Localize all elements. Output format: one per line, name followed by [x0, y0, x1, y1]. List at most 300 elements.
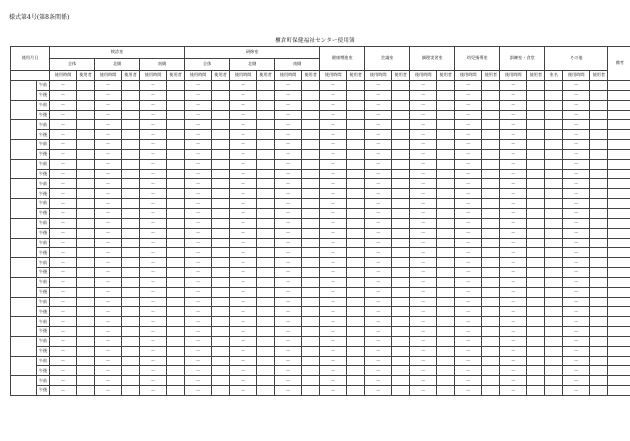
use-time-cell[interactable]: ～: [230, 346, 257, 356]
user-cell[interactable]: [590, 208, 608, 218]
user-cell[interactable]: [437, 81, 455, 91]
user-cell[interactable]: [437, 346, 455, 356]
user-cell[interactable]: [122, 199, 140, 209]
user-cell[interactable]: [482, 110, 500, 120]
user-cell[interactable]: [347, 228, 365, 238]
user-cell[interactable]: [392, 189, 410, 199]
use-time-cell[interactable]: ～: [320, 130, 347, 140]
use-time-cell[interactable]: ～: [563, 238, 590, 248]
use-time-cell[interactable]: ～: [140, 90, 167, 100]
note-cell[interactable]: [608, 90, 630, 100]
use-time-cell[interactable]: ～: [185, 199, 212, 209]
user-cell[interactable]: [392, 268, 410, 278]
user-cell[interactable]: [527, 110, 545, 120]
user-cell[interactable]: [167, 376, 185, 386]
use-time-cell[interactable]: ～: [185, 169, 212, 179]
note-cell[interactable]: [608, 386, 630, 396]
user-cell[interactable]: [167, 248, 185, 258]
use-time-cell[interactable]: ～: [563, 159, 590, 169]
user-cell[interactable]: [257, 189, 275, 199]
use-time-cell[interactable]: ～: [185, 238, 212, 248]
use-time-cell[interactable]: ～: [320, 199, 347, 209]
use-time-cell[interactable]: ～: [230, 179, 257, 189]
use-time-cell[interactable]: ～: [320, 248, 347, 258]
user-cell[interactable]: [527, 140, 545, 150]
use-time-cell[interactable]: ～: [95, 189, 122, 199]
user-cell[interactable]: [437, 287, 455, 297]
use-time-cell[interactable]: ～: [500, 307, 527, 317]
use-time-cell[interactable]: ～: [50, 248, 77, 258]
use-time-cell[interactable]: ～: [563, 366, 590, 376]
use-time-cell[interactable]: ～: [563, 317, 590, 327]
user-cell[interactable]: [482, 327, 500, 337]
use-time-cell[interactable]: ～: [140, 366, 167, 376]
user-cell[interactable]: [437, 356, 455, 366]
use-time-cell[interactable]: ～: [410, 327, 437, 337]
user-cell[interactable]: [437, 376, 455, 386]
use-time-cell[interactable]: ～: [140, 179, 167, 189]
note-cell[interactable]: [608, 238, 630, 248]
user-cell[interactable]: [392, 100, 410, 110]
use-time-cell[interactable]: ～: [95, 159, 122, 169]
user-cell[interactable]: [302, 386, 320, 396]
use-time-cell[interactable]: ～: [50, 208, 77, 218]
room-name-cell[interactable]: [545, 218, 563, 228]
user-cell[interactable]: [212, 189, 230, 199]
use-time-cell[interactable]: ～: [50, 336, 77, 346]
user-cell[interactable]: [122, 356, 140, 366]
use-time-cell[interactable]: ～: [320, 110, 347, 120]
user-cell[interactable]: [122, 376, 140, 386]
use-time-cell[interactable]: ～: [455, 238, 482, 248]
user-cell[interactable]: [347, 356, 365, 366]
use-time-cell[interactable]: ～: [455, 307, 482, 317]
use-time-cell[interactable]: ～: [455, 317, 482, 327]
use-time-cell[interactable]: ～: [140, 189, 167, 199]
room-name-cell[interactable]: [545, 258, 563, 268]
use-time-cell[interactable]: ～: [275, 336, 302, 346]
user-cell[interactable]: [167, 268, 185, 278]
use-time-cell[interactable]: ～: [275, 248, 302, 258]
user-cell[interactable]: [77, 149, 95, 159]
use-time-cell[interactable]: ～: [230, 268, 257, 278]
user-cell[interactable]: [212, 228, 230, 238]
use-time-cell[interactable]: ～: [500, 287, 527, 297]
use-time-cell[interactable]: ～: [500, 327, 527, 337]
user-cell[interactable]: [347, 268, 365, 278]
user-cell[interactable]: [302, 346, 320, 356]
use-time-cell[interactable]: ～: [230, 327, 257, 337]
use-time-cell[interactable]: ～: [410, 268, 437, 278]
note-cell[interactable]: [608, 199, 630, 209]
user-cell[interactable]: [77, 110, 95, 120]
user-cell[interactable]: [122, 287, 140, 297]
use-time-cell[interactable]: ～: [50, 110, 77, 120]
user-cell[interactable]: [590, 199, 608, 209]
use-time-cell[interactable]: ～: [185, 189, 212, 199]
user-cell[interactable]: [167, 297, 185, 307]
user-cell[interactable]: [347, 140, 365, 150]
user-cell[interactable]: [482, 287, 500, 297]
use-time-cell[interactable]: ～: [140, 258, 167, 268]
note-cell[interactable]: [608, 317, 630, 327]
user-cell[interactable]: [302, 307, 320, 317]
user-cell[interactable]: [212, 199, 230, 209]
user-cell[interactable]: [347, 159, 365, 169]
user-cell[interactable]: [257, 317, 275, 327]
use-time-cell[interactable]: ～: [320, 218, 347, 228]
user-cell[interactable]: [482, 81, 500, 91]
user-cell[interactable]: [212, 277, 230, 287]
user-cell[interactable]: [122, 277, 140, 287]
user-cell[interactable]: [122, 346, 140, 356]
user-cell[interactable]: [590, 317, 608, 327]
user-cell[interactable]: [302, 179, 320, 189]
use-time-cell[interactable]: ～: [50, 238, 77, 248]
user-cell[interactable]: [392, 238, 410, 248]
use-time-cell[interactable]: ～: [320, 386, 347, 396]
use-time-cell[interactable]: ～: [455, 268, 482, 278]
user-cell[interactable]: [302, 169, 320, 179]
use-time-cell[interactable]: ～: [455, 297, 482, 307]
use-time-cell[interactable]: ～: [275, 159, 302, 169]
use-time-cell[interactable]: ～: [275, 346, 302, 356]
user-cell[interactable]: [482, 346, 500, 356]
use-time-cell[interactable]: ～: [185, 110, 212, 120]
user-cell[interactable]: [122, 130, 140, 140]
use-time-cell[interactable]: ～: [410, 248, 437, 258]
use-time-cell[interactable]: ～: [365, 149, 392, 159]
user-cell[interactable]: [257, 228, 275, 238]
date-cell[interactable]: [11, 277, 37, 297]
user-cell[interactable]: [302, 366, 320, 376]
use-time-cell[interactable]: ～: [275, 238, 302, 248]
use-time-cell[interactable]: ～: [365, 189, 392, 199]
user-cell[interactable]: [122, 317, 140, 327]
use-time-cell[interactable]: ～: [320, 100, 347, 110]
use-time-cell[interactable]: ～: [275, 228, 302, 238]
user-cell[interactable]: [392, 248, 410, 258]
use-time-cell[interactable]: ～: [95, 179, 122, 189]
use-time-cell[interactable]: ～: [140, 199, 167, 209]
use-time-cell[interactable]: ～: [185, 327, 212, 337]
use-time-cell[interactable]: ～: [320, 81, 347, 91]
user-cell[interactable]: [302, 228, 320, 238]
use-time-cell[interactable]: ～: [185, 208, 212, 218]
user-cell[interactable]: [482, 248, 500, 258]
user-cell[interactable]: [212, 317, 230, 327]
use-time-cell[interactable]: ～: [563, 386, 590, 396]
user-cell[interactable]: [482, 100, 500, 110]
use-time-cell[interactable]: ～: [410, 376, 437, 386]
user-cell[interactable]: [347, 218, 365, 228]
user-cell[interactable]: [257, 376, 275, 386]
use-time-cell[interactable]: ～: [410, 297, 437, 307]
note-cell[interactable]: [608, 130, 630, 140]
user-cell[interactable]: [482, 149, 500, 159]
user-cell[interactable]: [437, 130, 455, 140]
use-time-cell[interactable]: ～: [320, 258, 347, 268]
use-time-cell[interactable]: ～: [185, 268, 212, 278]
user-cell[interactable]: [167, 130, 185, 140]
user-cell[interactable]: [590, 258, 608, 268]
user-cell[interactable]: [482, 218, 500, 228]
use-time-cell[interactable]: ～: [230, 287, 257, 297]
use-time-cell[interactable]: ～: [50, 287, 77, 297]
date-cell[interactable]: [11, 199, 37, 219]
use-time-cell[interactable]: ～: [95, 327, 122, 337]
use-time-cell[interactable]: ～: [365, 110, 392, 120]
use-time-cell[interactable]: ～: [365, 100, 392, 110]
use-time-cell[interactable]: ～: [455, 366, 482, 376]
use-time-cell[interactable]: ～: [185, 159, 212, 169]
user-cell[interactable]: [122, 228, 140, 238]
use-time-cell[interactable]: ～: [365, 307, 392, 317]
note-cell[interactable]: [608, 228, 630, 238]
user-cell[interactable]: [212, 376, 230, 386]
use-time-cell[interactable]: ～: [185, 317, 212, 327]
user-cell[interactable]: [392, 366, 410, 376]
user-cell[interactable]: [590, 366, 608, 376]
user-cell[interactable]: [212, 130, 230, 140]
user-cell[interactable]: [257, 218, 275, 228]
use-time-cell[interactable]: ～: [365, 228, 392, 238]
use-time-cell[interactable]: ～: [563, 81, 590, 91]
user-cell[interactable]: [527, 169, 545, 179]
use-time-cell[interactable]: ～: [95, 238, 122, 248]
user-cell[interactable]: [392, 336, 410, 346]
user-cell[interactable]: [77, 169, 95, 179]
user-cell[interactable]: [527, 287, 545, 297]
note-cell[interactable]: [608, 140, 630, 150]
user-cell[interactable]: [77, 90, 95, 100]
user-cell[interactable]: [392, 159, 410, 169]
use-time-cell[interactable]: ～: [410, 356, 437, 366]
use-time-cell[interactable]: ～: [500, 140, 527, 150]
user-cell[interactable]: [347, 208, 365, 218]
use-time-cell[interactable]: ～: [185, 179, 212, 189]
date-cell[interactable]: [11, 81, 37, 101]
room-name-cell[interactable]: [545, 130, 563, 140]
use-time-cell[interactable]: ～: [563, 336, 590, 346]
user-cell[interactable]: [590, 268, 608, 278]
use-time-cell[interactable]: ～: [140, 208, 167, 218]
user-cell[interactable]: [257, 140, 275, 150]
use-time-cell[interactable]: ～: [410, 81, 437, 91]
user-cell[interactable]: [302, 356, 320, 366]
use-time-cell[interactable]: ～: [365, 277, 392, 287]
use-time-cell[interactable]: ～: [230, 356, 257, 366]
use-time-cell[interactable]: ～: [275, 366, 302, 376]
use-time-cell[interactable]: ～: [320, 307, 347, 317]
use-time-cell[interactable]: ～: [455, 218, 482, 228]
user-cell[interactable]: [437, 120, 455, 130]
room-name-cell[interactable]: [545, 317, 563, 327]
use-time-cell[interactable]: ～: [185, 287, 212, 297]
use-time-cell[interactable]: ～: [140, 327, 167, 337]
user-cell[interactable]: [482, 366, 500, 376]
use-time-cell[interactable]: ～: [95, 140, 122, 150]
user-cell[interactable]: [257, 159, 275, 169]
use-time-cell[interactable]: ～: [320, 228, 347, 238]
user-cell[interactable]: [527, 120, 545, 130]
use-time-cell[interactable]: ～: [500, 189, 527, 199]
user-cell[interactable]: [347, 317, 365, 327]
use-time-cell[interactable]: ～: [410, 366, 437, 376]
user-cell[interactable]: [212, 159, 230, 169]
room-name-cell[interactable]: [545, 248, 563, 258]
note-cell[interactable]: [608, 208, 630, 218]
use-time-cell[interactable]: ～: [140, 346, 167, 356]
user-cell[interactable]: [302, 208, 320, 218]
user-cell[interactable]: [392, 218, 410, 228]
use-time-cell[interactable]: ～: [365, 81, 392, 91]
user-cell[interactable]: [167, 346, 185, 356]
room-name-cell[interactable]: [545, 149, 563, 159]
use-time-cell[interactable]: ～: [275, 258, 302, 268]
use-time-cell[interactable]: ～: [275, 179, 302, 189]
use-time-cell[interactable]: ～: [410, 199, 437, 209]
user-cell[interactable]: [482, 238, 500, 248]
user-cell[interactable]: [437, 248, 455, 258]
user-cell[interactable]: [437, 90, 455, 100]
use-time-cell[interactable]: ～: [230, 297, 257, 307]
use-time-cell[interactable]: ～: [320, 287, 347, 297]
note-cell[interactable]: [608, 169, 630, 179]
user-cell[interactable]: [122, 189, 140, 199]
user-cell[interactable]: [347, 179, 365, 189]
user-cell[interactable]: [167, 218, 185, 228]
use-time-cell[interactable]: ～: [410, 336, 437, 346]
room-name-cell[interactable]: [545, 208, 563, 218]
user-cell[interactable]: [347, 376, 365, 386]
user-cell[interactable]: [527, 258, 545, 268]
use-time-cell[interactable]: ～: [410, 317, 437, 327]
user-cell[interactable]: [77, 297, 95, 307]
use-time-cell[interactable]: ～: [410, 238, 437, 248]
user-cell[interactable]: [167, 386, 185, 396]
date-cell[interactable]: [11, 258, 37, 278]
use-time-cell[interactable]: ～: [230, 336, 257, 346]
user-cell[interactable]: [392, 208, 410, 218]
room-name-cell[interactable]: [545, 179, 563, 189]
user-cell[interactable]: [167, 120, 185, 130]
use-time-cell[interactable]: ～: [230, 277, 257, 287]
user-cell[interactable]: [167, 356, 185, 366]
use-time-cell[interactable]: ～: [365, 336, 392, 346]
use-time-cell[interactable]: ～: [500, 386, 527, 396]
note-cell[interactable]: [608, 327, 630, 337]
user-cell[interactable]: [212, 248, 230, 258]
user-cell[interactable]: [212, 268, 230, 278]
user-cell[interactable]: [257, 356, 275, 366]
user-cell[interactable]: [212, 179, 230, 189]
user-cell[interactable]: [527, 307, 545, 317]
date-cell[interactable]: [11, 336, 37, 356]
user-cell[interactable]: [302, 336, 320, 346]
use-time-cell[interactable]: ～: [320, 277, 347, 287]
user-cell[interactable]: [122, 268, 140, 278]
room-name-cell[interactable]: [545, 366, 563, 376]
use-time-cell[interactable]: ～: [500, 238, 527, 248]
note-cell[interactable]: [608, 120, 630, 130]
note-cell[interactable]: [608, 366, 630, 376]
user-cell[interactable]: [437, 100, 455, 110]
use-time-cell[interactable]: ～: [230, 100, 257, 110]
use-time-cell[interactable]: ～: [185, 376, 212, 386]
note-cell[interactable]: [608, 258, 630, 268]
user-cell[interactable]: [212, 356, 230, 366]
use-time-cell[interactable]: ～: [230, 189, 257, 199]
user-cell[interactable]: [302, 110, 320, 120]
use-time-cell[interactable]: ～: [140, 228, 167, 238]
date-cell[interactable]: [11, 317, 37, 337]
user-cell[interactable]: [590, 297, 608, 307]
user-cell[interactable]: [392, 307, 410, 317]
use-time-cell[interactable]: ～: [455, 258, 482, 268]
use-time-cell[interactable]: ～: [410, 346, 437, 356]
use-time-cell[interactable]: ～: [140, 81, 167, 91]
user-cell[interactable]: [212, 208, 230, 218]
user-cell[interactable]: [167, 317, 185, 327]
user-cell[interactable]: [257, 386, 275, 396]
user-cell[interactable]: [437, 228, 455, 238]
note-cell[interactable]: [608, 179, 630, 189]
use-time-cell[interactable]: ～: [365, 386, 392, 396]
room-name-cell[interactable]: [545, 140, 563, 150]
use-time-cell[interactable]: ～: [95, 218, 122, 228]
use-time-cell[interactable]: ～: [563, 179, 590, 189]
note-cell[interactable]: [608, 356, 630, 366]
room-name-cell[interactable]: [545, 169, 563, 179]
use-time-cell[interactable]: ～: [50, 189, 77, 199]
use-time-cell[interactable]: ～: [95, 268, 122, 278]
use-time-cell[interactable]: ～: [50, 140, 77, 150]
user-cell[interactable]: [257, 336, 275, 346]
room-name-cell[interactable]: [545, 287, 563, 297]
use-time-cell[interactable]: ～: [410, 386, 437, 396]
user-cell[interactable]: [302, 248, 320, 258]
user-cell[interactable]: [347, 277, 365, 287]
use-time-cell[interactable]: ～: [320, 120, 347, 130]
use-time-cell[interactable]: ～: [50, 218, 77, 228]
user-cell[interactable]: [257, 110, 275, 120]
use-time-cell[interactable]: ～: [230, 90, 257, 100]
user-cell[interactable]: [347, 258, 365, 268]
user-cell[interactable]: [590, 81, 608, 91]
use-time-cell[interactable]: ～: [500, 110, 527, 120]
use-time-cell[interactable]: ～: [275, 199, 302, 209]
user-cell[interactable]: [590, 386, 608, 396]
room-name-cell[interactable]: [545, 297, 563, 307]
user-cell[interactable]: [482, 140, 500, 150]
use-time-cell[interactable]: ～: [365, 199, 392, 209]
use-time-cell[interactable]: ～: [500, 248, 527, 258]
user-cell[interactable]: [347, 90, 365, 100]
use-time-cell[interactable]: ～: [95, 277, 122, 287]
use-time-cell[interactable]: ～: [95, 336, 122, 346]
use-time-cell[interactable]: ～: [455, 327, 482, 337]
use-time-cell[interactable]: ～: [50, 327, 77, 337]
use-time-cell[interactable]: ～: [50, 317, 77, 327]
user-cell[interactable]: [392, 179, 410, 189]
use-time-cell[interactable]: ～: [320, 376, 347, 386]
use-time-cell[interactable]: ～: [50, 307, 77, 317]
use-time-cell[interactable]: ～: [563, 218, 590, 228]
use-time-cell[interactable]: ～: [95, 149, 122, 159]
use-time-cell[interactable]: ～: [185, 248, 212, 258]
user-cell[interactable]: [302, 258, 320, 268]
